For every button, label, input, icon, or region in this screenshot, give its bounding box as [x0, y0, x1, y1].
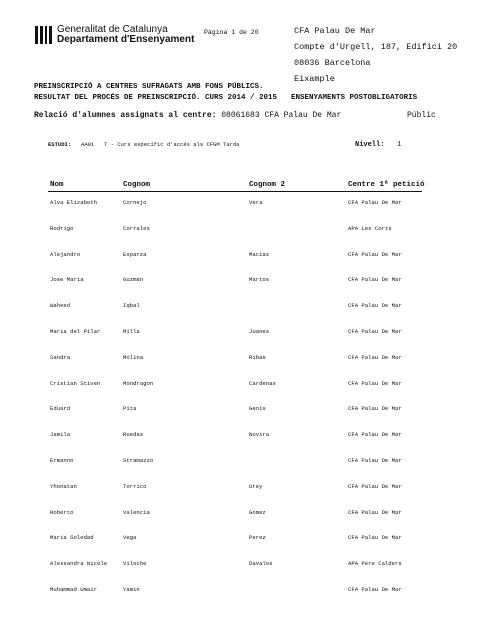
- center-district: Eixample: [294, 74, 335, 84]
- cell-cognom: Torrico: [123, 482, 147, 490]
- cell-nom: Eduard: [50, 405, 71, 413]
- cell-nom: Ermanno: [50, 457, 74, 464]
- cell-nom: Jamila: [50, 431, 71, 439]
- page-number: Pàgina 1 de 20: [204, 29, 259, 36]
- relacio-type: Públic: [407, 111, 436, 120]
- cell-centre-peticio: CFA Palau De Mar: [348, 250, 402, 258]
- cell-cognom: Corrales: [123, 224, 150, 232]
- cell-centre-peticio: CFA Palau De Mar: [348, 405, 402, 413]
- cell-centre-peticio: APA Les Corts: [348, 224, 392, 232]
- table-row: [48, 302, 422, 312]
- cell-centre-peticio: CFA Palau De Mar: [348, 457, 402, 464]
- cell-cognom-2: Vera: [249, 199, 263, 206]
- cell-nom: Waheed: [50, 302, 71, 310]
- cell-cognom: Milla: [123, 328, 140, 335]
- cell-cognom-2: Urey: [249, 482, 263, 490]
- table-row: [48, 328, 422, 338]
- relacio-code: 08061683: [221, 111, 260, 120]
- cell-cognom-2: Novira: [249, 431, 270, 439]
- cell-centre-peticio: CFA Palau De Mar: [348, 379, 402, 387]
- title-line-2-left: RESULTAT DEL PROCÉS DE PREINSCRIPCIÓ. CURS 2014 / 2015: [34, 94, 278, 102]
- cell-nom: Alva Elizabeth: [50, 199, 97, 206]
- cell-centre-peticio: CFA Palau De Mar: [348, 302, 402, 310]
- cell-centre-peticio: CFA Palau De Mar: [348, 534, 402, 542]
- cell-nom: Jose Maria: [50, 276, 84, 284]
- org-line-1: Generalitat de Catalunya: [57, 24, 168, 35]
- cell-cognom-2: Cardenas: [249, 379, 276, 387]
- cell-nom: Maria Soledad: [50, 534, 94, 542]
- column-header-cognom: Cognom: [123, 181, 151, 189]
- cell-centre-peticio: CFA Palau De Mar: [348, 586, 402, 593]
- table-row: [48, 380, 422, 390]
- cell-cognom: Molina: [123, 353, 144, 361]
- title-line-2: [34, 93, 417, 104]
- cell-nom: Cristian Stiven: [50, 379, 101, 387]
- table-row: [48, 405, 422, 415]
- estudi-label: ESTUDI:: [48, 141, 72, 148]
- cell-cognom: Cornejo: [123, 199, 147, 206]
- cell-cognom: Vega: [123, 534, 137, 542]
- table-row: [48, 225, 422, 235]
- cell-cognom-2: Macias: [249, 250, 270, 258]
- cell-cognom-2: Juanes: [249, 328, 270, 335]
- cell-centre-peticio: APA Pere Calders: [348, 560, 402, 568]
- relacio-label: Relació d'alumnes assignats al centre:: [34, 111, 217, 120]
- cell-cognom-2: Gomez: [249, 508, 266, 516]
- table-row: [48, 251, 422, 261]
- org-line-2: Departament d'Ensenyament: [57, 34, 195, 45]
- nivell: [355, 141, 401, 149]
- table-row: [48, 354, 422, 364]
- cell-cognom: Esparza: [123, 250, 147, 258]
- cell-cognom-2: Davalos: [249, 560, 273, 568]
- assigned-students-line: [34, 111, 474, 120]
- table-row: [48, 276, 422, 286]
- center-city: 08036 Barcelona: [294, 58, 371, 68]
- cell-cognom-2: Martos: [249, 276, 270, 284]
- cell-nom: Yhonatan: [50, 482, 77, 490]
- cell-cognom: Ruedas: [123, 431, 144, 439]
- estudi-code: AA01: [81, 141, 95, 148]
- cell-centre-peticio: CFA Palau De Mar: [348, 276, 402, 284]
- column-header-centre-peticio: Centre 1ª petició: [348, 181, 425, 189]
- generalitat-emblem-icon: [35, 26, 52, 44]
- cell-cognom: Yamin: [123, 586, 140, 593]
- cell-cognom: Valencia: [123, 508, 150, 516]
- column-header-cognom-2: Cognom 2: [249, 181, 286, 189]
- cell-centre-peticio: CFA Palau De Mar: [348, 431, 402, 439]
- nivell-value: 1: [397, 141, 402, 149]
- cell-centre-peticio: CFA Palau De Mar: [348, 328, 402, 335]
- table-row: [48, 586, 422, 596]
- cell-cognom: Viloche: [123, 560, 147, 568]
- table-row: [48, 534, 422, 544]
- cell-cognom: Iqbal: [123, 302, 140, 310]
- cell-cognom: Guzman: [123, 276, 144, 284]
- center-name: CFA Palau De Mar: [294, 26, 376, 36]
- organization-name: [57, 25, 194, 45]
- cell-cognom: Stramazzo: [123, 457, 154, 464]
- center-address: [294, 23, 457, 87]
- cell-cognom: Pita: [123, 405, 137, 413]
- cell-centre-peticio: CFA Palau De Mar: [348, 482, 402, 490]
- cell-cognom-2: Ribas: [249, 353, 266, 361]
- cell-nom: Maria del Pilar: [50, 328, 101, 335]
- cell-centre-peticio: CFA Palau De Mar: [348, 199, 402, 206]
- table-row: [48, 457, 422, 467]
- cell-nom: Sandra: [50, 353, 71, 361]
- column-header-nom: Nom: [50, 181, 64, 189]
- title-line-2-right: ENSENYAMENTS POSTOBLIGATORIS: [291, 94, 418, 102]
- cell-nom: Alejandro: [50, 250, 81, 258]
- cell-centre-peticio: CFA Palau De Mar: [348, 508, 402, 516]
- cell-nom: Muhammad Umair: [50, 586, 97, 593]
- table-row: [48, 509, 422, 519]
- table-header: [48, 181, 425, 192]
- cell-centre-peticio: CFA Palau De Mar: [348, 353, 402, 361]
- estudi-description: T - Curs específic d'accés als CFGM Tarda: [104, 141, 240, 148]
- generalitat-logo: [35, 25, 194, 45]
- table-row: [48, 199, 422, 209]
- cell-nom: Alessandra Nicole: [50, 560, 108, 568]
- cell-cognom-2: Perez: [249, 534, 266, 542]
- relacio-center: CFA Palau De Mar: [264, 111, 342, 120]
- nivell-label: Nivell:: [355, 141, 385, 149]
- cell-nom: Rodrigo: [50, 224, 74, 232]
- table-row: [48, 483, 422, 493]
- document-title: [34, 82, 417, 104]
- cell-cognom: Mondragon: [123, 379, 154, 387]
- cell-nom: Roberto: [50, 508, 74, 516]
- study-line: [48, 141, 448, 148]
- table-row: [48, 560, 422, 570]
- cell-cognom-2: Genis: [249, 405, 266, 413]
- title-line-1: PREINSCRIPCIÓ A CENTRES SUFRAGATS AMB FONS PÚBLICS.: [34, 83, 264, 91]
- center-street: Compte d'Urgell, 187, Edifici 20: [294, 42, 458, 52]
- table-row: [48, 431, 422, 441]
